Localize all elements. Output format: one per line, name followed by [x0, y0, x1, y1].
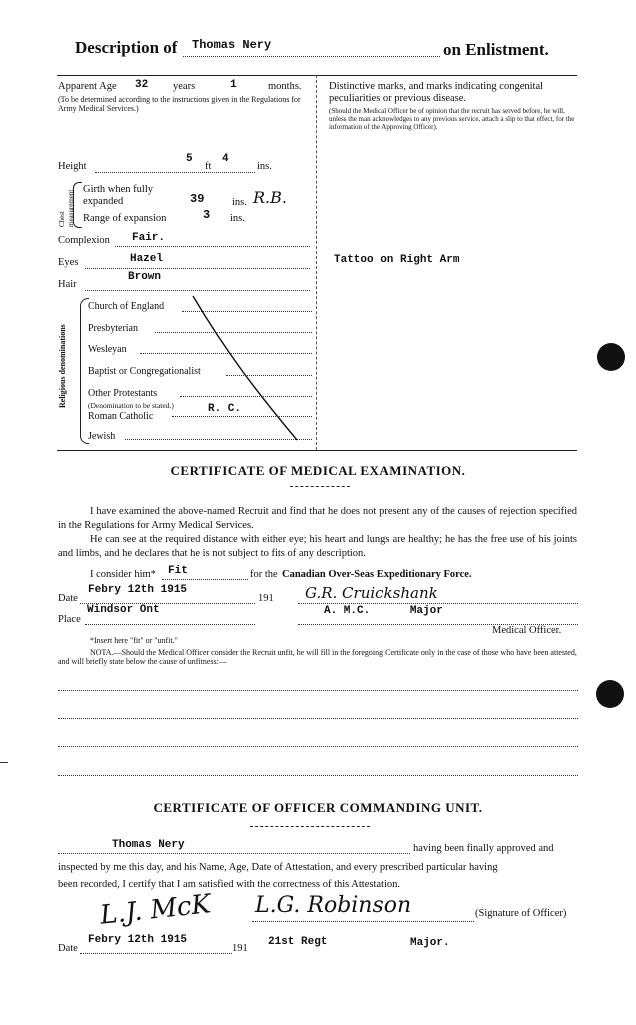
ins-label: ins.	[257, 161, 272, 172]
title-right: on Enlistment.	[443, 40, 549, 59]
height-ins: 4	[222, 153, 229, 165]
height-line	[95, 172, 255, 173]
fit-value: Fit	[168, 565, 188, 577]
religion-item: Church of England	[88, 301, 165, 312]
place-line	[85, 624, 255, 625]
age-months: 1	[230, 79, 237, 91]
commanding-name: Thomas Nery	[112, 839, 185, 851]
officer-label: Medical Officer.	[492, 625, 562, 636]
chest-side-label: Chest measurement	[58, 189, 75, 227]
religion-item: Jewish	[88, 431, 116, 442]
religion-item: Wesleyan	[88, 344, 127, 355]
range-label: Range of expansion	[83, 213, 167, 224]
complexion-label: Complexion	[58, 235, 110, 246]
unit-value: 21st Regt	[268, 936, 328, 948]
date-label: Date	[58, 593, 78, 604]
year-label: 191	[258, 593, 274, 604]
place-label: Place	[58, 614, 81, 625]
medical-para2: He can see at the required distance with either eye; his heart and lungs are healthy; he has the free use of his joints and limbs, and he declares that he is not subject to fits of any description.	[58, 534, 577, 559]
commanding-year-label: 191	[232, 943, 248, 954]
unfit-line	[58, 746, 578, 747]
hair-value: Brown	[128, 271, 162, 283]
place-value: Windsor Ont	[87, 604, 160, 616]
punch-hole	[597, 343, 625, 371]
top-rule	[57, 75, 577, 76]
footnote: *Insert here "fit" or "unfit."	[90, 636, 178, 645]
religion-item: Baptist or Congregationalist	[88, 365, 201, 377]
religion-list	[88, 296, 201, 450]
rank-value: A. M.C. Major	[324, 605, 443, 617]
chest-initials: R.B.	[253, 188, 287, 207]
medical-heading: CERTIFICATE OF MEDICAL EXAMINATION.	[170, 463, 466, 478]
force-label: Canadian Over-Seas Expeditionary Force.	[282, 569, 472, 580]
para-b: inspected by me this day, and his Name, Age, Date of Attestation, and every prescribed particular having	[58, 862, 498, 873]
religion-note: (Denomination to be stated.)	[88, 401, 174, 410]
heading-rule	[250, 826, 370, 827]
commanding-date-label: Date	[58, 943, 78, 954]
age-years: 32	[135, 79, 149, 91]
eyes-label: Eyes	[58, 257, 79, 268]
marks-label: Distinctive marks, and marks indicating congenital peculiarities or previous disease.	[329, 81, 544, 104]
commanding-rank: Major.	[410, 937, 450, 949]
age-label: Apparent Age	[58, 81, 117, 92]
strike-line	[185, 290, 305, 450]
range-value: 3	[203, 208, 211, 222]
commanding-date-value: Febry 12th 1915	[88, 934, 188, 946]
heading-rule	[290, 486, 350, 487]
eyes-line	[85, 268, 310, 269]
unfit-line	[58, 718, 578, 719]
girth-value: 39	[190, 192, 205, 206]
height-label: Height	[58, 161, 87, 172]
girth-label: Girth when fully expanded	[83, 184, 153, 207]
for-label: for the	[250, 569, 278, 580]
months-label: months.	[268, 81, 302, 92]
consider-label: I consider him*	[90, 569, 156, 580]
religion-item: Presbyterian	[88, 322, 138, 334]
complexion-line	[115, 246, 310, 247]
age-note: (To be determined according to the instructions given in the Regulations for Army Medical Services.)	[58, 95, 301, 113]
signature-label: (Signature of Officer)	[475, 908, 567, 919]
title-left: Description of	[75, 38, 178, 57]
name-line	[183, 56, 440, 57]
complexion-value: Fair.	[132, 232, 166, 244]
range-unit: ins.	[230, 213, 245, 224]
fit-line	[162, 579, 248, 580]
commanding-initials: L.J. McK	[98, 889, 213, 931]
height-ft: 5	[186, 153, 193, 165]
commanding-heading: CERTIFICATE OF OFFICER COMMANDING UNIT.	[153, 800, 483, 815]
commanding-signature-line	[252, 921, 474, 922]
recruit-name: Thomas Nery	[192, 38, 272, 52]
signature-line	[298, 603, 578, 604]
hair-label: Hair	[58, 279, 77, 290]
unfit-line	[58, 690, 578, 691]
eyes-value: Hazel	[130, 253, 164, 265]
para-c: been recorded, I certify that I am satisfied with the correctness of this Attestation.	[58, 879, 401, 890]
section-rule	[57, 450, 577, 451]
nota: NOTA.—Should the Medical Officer consider the Recruit unfit, he will fill in the foregoing Certificate only in the case of those who have been attested, and will briefly state below the cause of unfitness:—	[58, 648, 577, 666]
unfit-line	[58, 775, 578, 776]
punch-hole	[596, 680, 624, 708]
religion-value: R. C.	[208, 403, 242, 415]
edge-mark	[0, 762, 8, 763]
chest-brace	[73, 182, 82, 228]
religion-side-label: Religious denominations	[58, 324, 67, 408]
ft-label: ft	[205, 161, 212, 172]
commanding-signature: L.G. Robinson	[255, 893, 412, 918]
medical-signature: G.R. Cruickshank	[305, 584, 438, 602]
years-label: years	[173, 81, 196, 92]
column-divider	[316, 75, 317, 450]
religion-item: Other Protestants	[88, 388, 158, 399]
para-a: having been finally approved and	[413, 843, 554, 854]
religion-item: Roman Catholic	[88, 411, 154, 422]
commanding-name-line	[58, 853, 410, 854]
marks-note: (Should the Medical Officer be of opinion that the recruit has served before, he will, unless the man acknowledges to any previous service, attach a slip to that effect, for the information of the Approving Officer).	[329, 107, 575, 131]
marks-value: Tattoo on Right Arm	[334, 254, 460, 266]
girth-unit: ins.	[232, 197, 247, 208]
medical-para1: I have examined the above-named Recruit and find that he does not present any of the causes of rejection specified in the Regulations for Army Medical Services.	[58, 506, 577, 531]
commanding-date-line	[80, 953, 232, 954]
date-value: Febry 12th 1915	[88, 584, 188, 596]
